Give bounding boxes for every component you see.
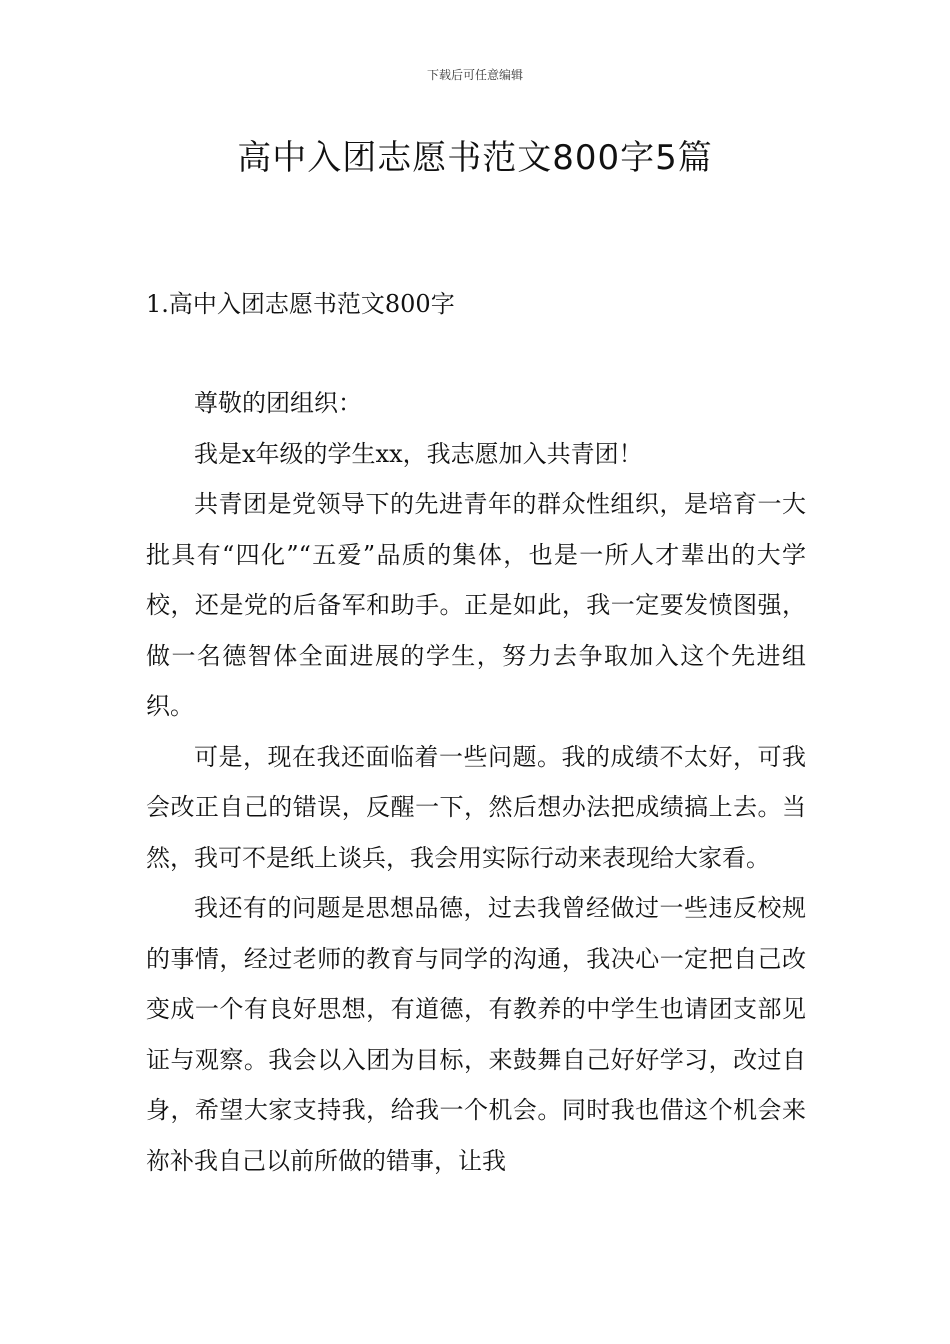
document-body [146, 378, 806, 1186]
body-paragraph: 我还有的问题是思想品德，过去我曾经做过一些违反校规的事情，经过老师的教育与同学的沟通，我决心一定把自己改变成一个有良好思想，有道德，有教养的中学生也请团支部见证与观察。我会以入团为目标，来鼓舞自己好好学习，改过自身，希望大家支持我，给我一个机会。同时我也借这个机会来祢补我自己以前所做的错事，让我 [146, 894, 806, 1175]
intro-paragraph: 我是x年级的学生xx，我志愿加入共青团！ [194, 439, 643, 468]
body-paragraph: 可是，现在我还面临着一些问题。我的成绩不太好，可我会改正自己的错误，反醒一下，然后想办法把成绩搞上去。当然，我可不是纸上谈兵，我会用实际行动来表现给大家看。 [146, 742, 806, 872]
body-paragraph: 共青团是党领导下的先进青年的群众性组织，是培育一大批具有“四化”“五爱”品质的集体，也是一所人才辈出的大学校，还是党的后备军和助手。正是如此，我一定要发愤图强，做一名德智体全面进展的学生，努力去争取加入这个先进组织。 [146, 490, 806, 720]
salutation-paragraph: 尊敬的团组织： [194, 389, 362, 417]
document-title: 高中入团志愿书范文800字5篇 [237, 138, 713, 178]
section-heading: 1.高中入团志愿书范文800字 [146, 290, 455, 318]
header-note: 下载后可任意编辑 [426, 68, 523, 82]
